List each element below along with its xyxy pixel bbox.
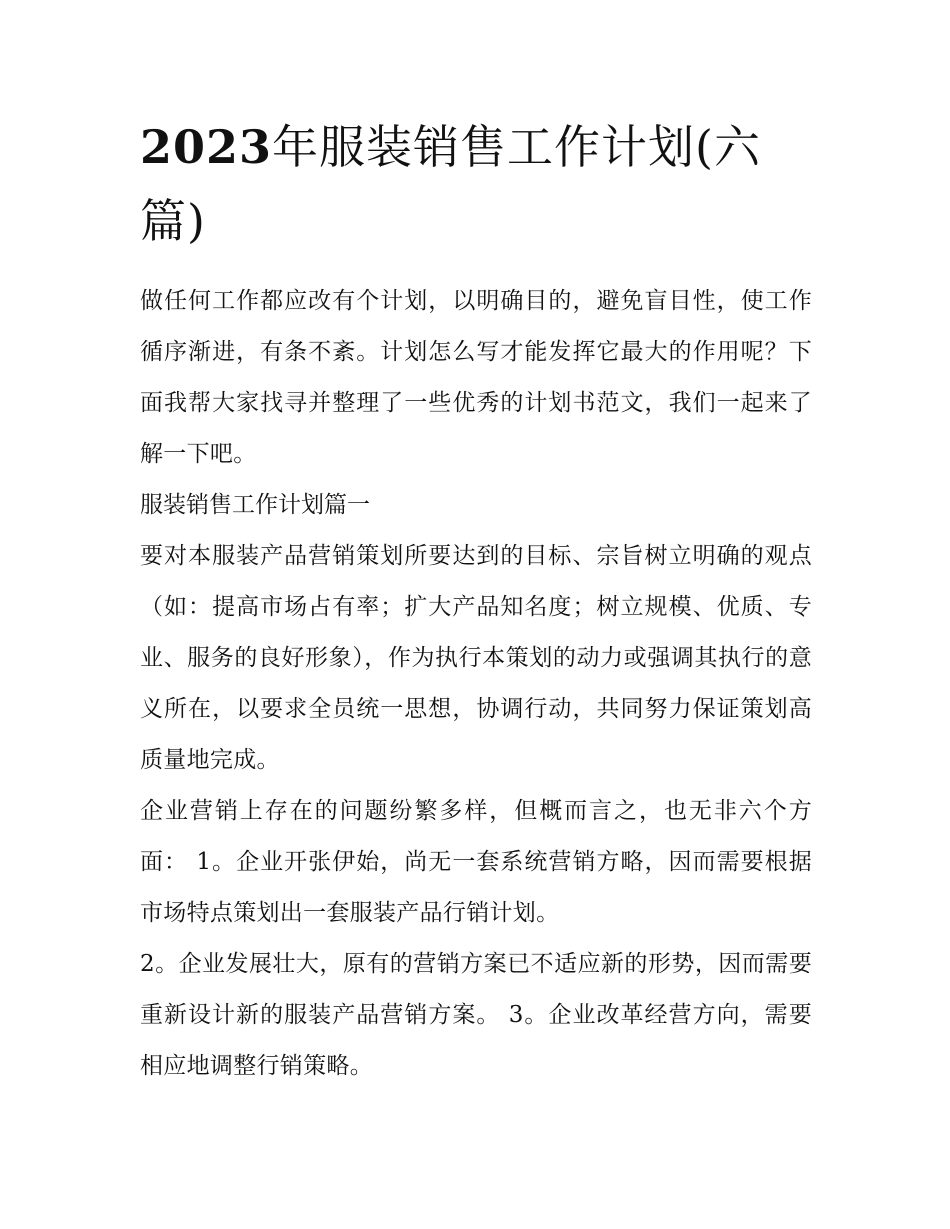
title-year: 2023 [140, 120, 273, 174]
body-paragraph-3: 2。企业发展壮大，原有的营销方案已不适应新的形势，因而需要重新设计新的服装产品营销方案。 3。企业改革经营方向，需要相应地调整行销策略。 [140, 951, 812, 1079]
title-text: 年服装销售工作计划(六篇) [140, 120, 761, 248]
intro-paragraph: 做任何工作都应改有个计划，以明确目的，避免盲目性，使工作循序渐进，有条不紊。计划怎么写才能发挥它最大的作用呢？下面我帮大家找寻并整理了一些优秀的计划书范文，我们一起来了解一下吧。 [140, 288, 812, 467]
body-paragraph-1: 要对本服装产品营销策划所要达到的目标、宗旨树立明确的观点（如：提高市场占有率；扩大产品知名度；树立规模、优质、专业、服务的良好形象），作为执行本策划的动力或强调其执行的意义所在，以要求全员统一思想，协调行动，共同努力保证策划高质量地完成。 [140, 543, 812, 773]
body-paragraph-2: 企业营销上存在的问题纷繁多样，但概而言之，也无非六个方面： 1。企业开张伊始，尚无一套系统营销方略，因而需要根据市场特点策划出一套服装产品行销计划。 [140, 798, 812, 926]
document-title [140, 110, 812, 258]
section-heading: 服装销售工作计划篇一 [140, 492, 370, 518]
document-page [140, 110, 812, 1092]
